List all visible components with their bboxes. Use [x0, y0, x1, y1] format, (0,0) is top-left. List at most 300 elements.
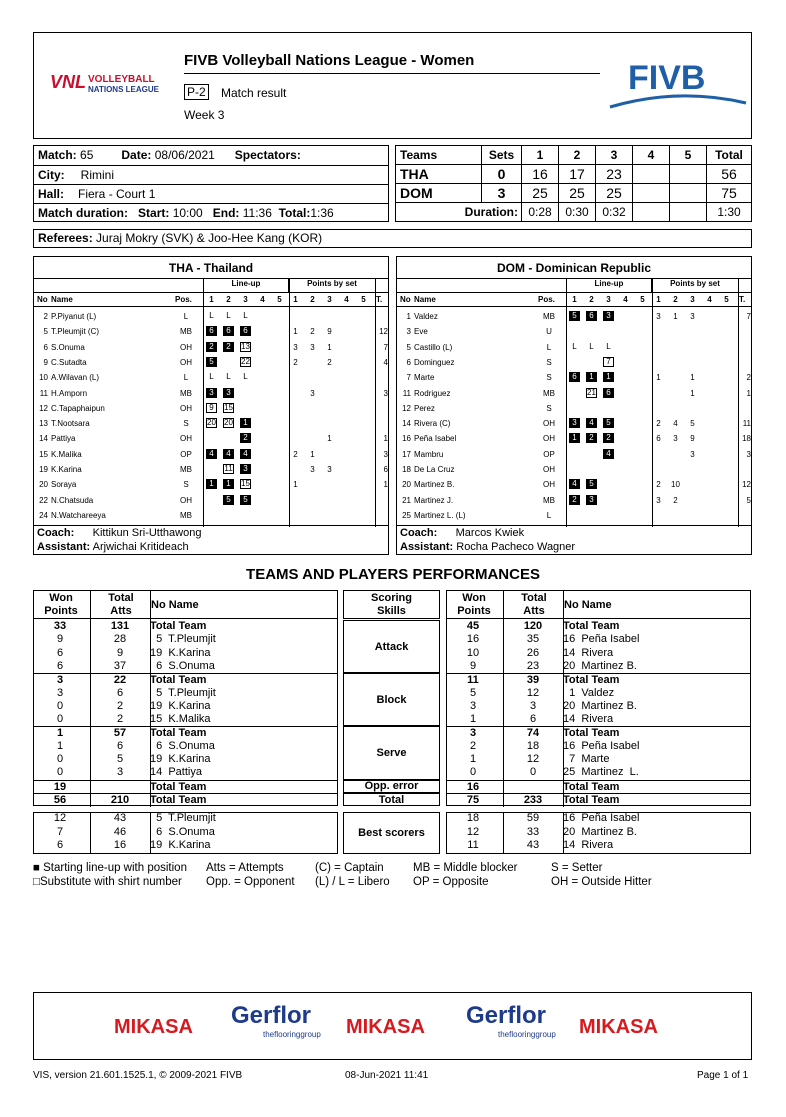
- won-value: 11: [467, 838, 479, 851]
- set-points: 6: [656, 434, 661, 444]
- atts-value: 43: [526, 838, 540, 851]
- hall: Fiera - Court 1: [78, 187, 156, 201]
- vnl-logo: [48, 68, 173, 104]
- player-number: 14: [39, 434, 48, 444]
- lineup-mark: 15: [241, 479, 250, 489]
- perf-frame: [446, 812, 751, 854]
- player-row: [397, 477, 751, 492]
- atts-value: 37: [113, 659, 127, 672]
- col-pos: Pos.: [175, 295, 192, 304]
- lineup-mark: L: [589, 341, 594, 351]
- player-position: OH: [180, 434, 192, 444]
- won-value: 6: [56, 646, 64, 659]
- vnl-logo-line2: NATIONS LEAGUE: [88, 85, 159, 94]
- player-value: 5 T.Pleumjit: [150, 686, 216, 699]
- set-points: 5: [690, 419, 695, 429]
- player-name: De La Cruz: [414, 465, 455, 474]
- player-position: MB: [180, 327, 192, 337]
- col-name: Name: [51, 295, 73, 304]
- player-name: T.Pleumjit (C): [51, 327, 100, 337]
- player-name: C.Tapaphaipun: [51, 403, 105, 413]
- player-value: 15 K.Malika: [150, 713, 211, 726]
- lineup-mark: 6: [240, 326, 251, 336]
- player-row: [34, 416, 388, 431]
- lineup-mark: 5: [586, 479, 597, 489]
- player-value: 14 Rivera: [563, 646, 614, 659]
- player-row: [34, 386, 388, 401]
- player-row: [397, 493, 751, 508]
- player-name: Martinez J.: [414, 495, 454, 505]
- lineup-mark: 9: [206, 403, 217, 413]
- player-number: 11: [39, 388, 48, 398]
- player-total: 5: [746, 495, 751, 505]
- player-position: MB: [543, 312, 555, 321]
- perf-vline: [503, 812, 504, 854]
- player-row: [34, 508, 388, 523]
- grid-line: [566, 279, 652, 293]
- lineup-mark: 6: [206, 326, 217, 336]
- match-info: Match: 65 Date: 08/06/2021 Spectators: City: Rimini Hall: Fiera - Court 1 Match duration: Start: 10:00 End: 11:36 Total:1:36: [33, 145, 389, 222]
- coach-name: Kittikun Sri-Utthawong: [92, 527, 202, 539]
- player-number: 17: [402, 449, 411, 459]
- referees: Referees: Juraj Mokry (SVK) & Joo-Hee Kang (KOR): [33, 229, 752, 248]
- roster-colheader: [397, 293, 751, 307]
- player-row: [397, 386, 751, 401]
- col-set-points: 2: [310, 295, 315, 304]
- lineup-mark: 4: [569, 479, 580, 489]
- legend-item: (C) = Captain: [315, 862, 384, 874]
- won-value: 3: [469, 727, 477, 740]
- set-points: 1: [690, 373, 695, 383]
- atts-value: 22: [113, 674, 127, 687]
- player-value: 1 Valdez: [563, 686, 615, 699]
- atts-value: 5: [116, 753, 124, 765]
- atts-value: 6: [529, 713, 537, 726]
- player-row: [34, 370, 388, 385]
- col-set-lineup: 3: [243, 295, 248, 304]
- lineup-mark: 22: [241, 356, 250, 366]
- player-row: [34, 324, 388, 339]
- coach-label: Coach:: [37, 527, 75, 539]
- lineup-mark: 1: [240, 418, 251, 428]
- lineup-mark: L: [243, 372, 248, 382]
- page-title: FIVB Volleyball Nations League - Women: [184, 52, 475, 69]
- player-total: 7: [746, 312, 751, 321]
- atts-value: 6: [116, 686, 124, 699]
- title-divider: [184, 73, 600, 74]
- lineup-mark: 1: [223, 479, 234, 489]
- col-set-lineup: 4: [623, 295, 628, 304]
- week-label: Week 3: [184, 108, 225, 122]
- won-value: 1: [469, 713, 477, 726]
- lineup-mark: 3: [223, 388, 234, 398]
- skill-label: Block: [343, 673, 440, 726]
- fivb-logo-text: FIVB: [628, 59, 706, 97]
- atts-value: 0: [529, 766, 537, 779]
- col-set-lineup: 2: [226, 295, 231, 304]
- set-points: 9: [327, 327, 332, 337]
- won-value: 12: [53, 812, 67, 825]
- col-pos: Pos.: [538, 295, 555, 304]
- atts-value: 26: [526, 646, 540, 659]
- player-position: OP: [543, 449, 555, 459]
- skill-label: Opp. error: [343, 780, 440, 793]
- won-value: 0: [56, 699, 64, 712]
- set-points: 2: [293, 449, 298, 459]
- assistant-label: Assistant:: [400, 541, 454, 553]
- player-row: [34, 493, 388, 508]
- player-number: 25: [402, 510, 411, 520]
- atts-header2: Atts: [523, 605, 545, 617]
- won-value: 1: [56, 727, 64, 740]
- player-row: [34, 462, 388, 477]
- player-row: [397, 508, 751, 523]
- lineup-mark: 3: [586, 495, 597, 505]
- player-number: 5: [43, 327, 48, 337]
- set-points: 1: [293, 480, 298, 490]
- lineup-mark: 1: [206, 479, 217, 489]
- assistant-label: Assistant:: [37, 541, 91, 553]
- atts-value: 74: [526, 727, 540, 740]
- name-header: No Name: [564, 599, 612, 611]
- player-number: 6: [406, 357, 411, 367]
- player-name: Perez: [414, 403, 435, 413]
- lineup-mark: 2: [603, 433, 614, 443]
- player-total: 18: [742, 434, 751, 444]
- player-value: 16 Peña Isabel: [563, 739, 640, 752]
- vnl-logo-line1: VOLLEYBALL: [88, 74, 155, 85]
- legend-item: Opp. = Opponent: [206, 876, 295, 888]
- lineup-mark: L: [226, 372, 231, 382]
- player-name: Castillo (L): [414, 342, 453, 352]
- player-value: Total Team: [150, 793, 207, 806]
- col-set-lineup: 1: [572, 295, 577, 304]
- won-value: 5: [469, 686, 477, 699]
- lineup-mark: 4: [206, 449, 217, 459]
- player-value: 20 Martinez B.: [563, 659, 637, 672]
- set-points: 3: [310, 465, 315, 474]
- perf-vline: [150, 590, 151, 807]
- perf-vline: [90, 812, 91, 854]
- player-name: Soraya: [51, 480, 77, 490]
- player-value: 20 Martinez B.: [563, 825, 637, 838]
- print-date: 08-Jun-2021 11:41: [345, 1070, 429, 1081]
- player-row: [34, 340, 388, 355]
- won-value: 1: [469, 753, 477, 765]
- player-position: MB: [543, 388, 555, 398]
- lineup-mark: 7: [603, 357, 614, 367]
- atts-value: 3: [529, 699, 537, 712]
- player-number: 14: [402, 419, 411, 429]
- coach-row: [397, 525, 751, 539]
- atts-header: Total: [108, 592, 134, 604]
- player-number: 20: [39, 480, 48, 490]
- fivb-logo: [608, 57, 748, 117]
- set-points: 10: [671, 480, 680, 490]
- player-name: Dominguez: [414, 357, 455, 367]
- player-row: [397, 355, 751, 370]
- lineup-mark: 6: [586, 311, 597, 321]
- skill-label: Best scorers: [343, 812, 440, 854]
- lineup-mark: L: [226, 311, 231, 320]
- player-name: Peña Isabel: [414, 434, 457, 444]
- atts-value: 59: [526, 812, 540, 825]
- player-number: 24: [39, 510, 48, 520]
- perf-header: [33, 590, 338, 619]
- set-points: 1: [656, 373, 661, 383]
- col-set-points: 2: [673, 295, 678, 304]
- player-number: 18: [402, 465, 411, 474]
- perf-vline: [150, 812, 151, 854]
- lineup-mark: 11: [224, 464, 233, 473]
- player-position: S: [546, 373, 552, 383]
- player-value: 7 Marte: [563, 753, 610, 765]
- player-number: 5: [406, 342, 411, 352]
- won-value: 1: [56, 739, 64, 752]
- lineup-mark: 6: [603, 388, 614, 398]
- lineup-mark: 3: [569, 418, 580, 428]
- lineup-header: Line-up: [594, 279, 624, 288]
- lineup-mark: 1: [569, 433, 580, 443]
- player-name: C.Sutadta: [51, 357, 87, 367]
- player-row: [397, 447, 751, 462]
- player-position: OH: [180, 495, 192, 505]
- lineup-mark: 4: [223, 449, 234, 459]
- match-number: 65: [80, 148, 94, 162]
- lineup-mark: 1: [603, 372, 614, 382]
- player-total: 2: [746, 373, 751, 383]
- doc-code: P-2: [184, 84, 209, 100]
- player-value: 6 S.Onuma: [150, 739, 215, 752]
- player-number: 3: [406, 327, 411, 337]
- player-name: Martinez L. (L): [414, 510, 466, 520]
- lineup-mark: 4: [240, 449, 251, 459]
- player-name: Mambru: [414, 449, 444, 459]
- player-position: MB: [543, 495, 555, 505]
- player-row: [397, 370, 751, 385]
- coach-name: Marcos Kwiek: [455, 527, 525, 539]
- atts-value: 46: [113, 825, 127, 838]
- player-position: OH: [180, 342, 192, 352]
- won-value: 56: [53, 793, 67, 806]
- perf-vline: [563, 812, 564, 854]
- atts-header2: Atts: [110, 605, 132, 617]
- player-row: [397, 416, 751, 431]
- doc-type: Match result: [221, 86, 287, 100]
- won-value: 2: [469, 739, 477, 752]
- set-points: 3: [656, 495, 661, 505]
- lineup-mark: 6: [223, 326, 234, 336]
- lineup-mark: L: [209, 311, 214, 320]
- sponsor-logos: [34, 993, 753, 1061]
- atts-value: 2: [116, 699, 124, 712]
- atts-value: 9: [116, 646, 124, 659]
- legend-item: (L) / L = Libero: [315, 876, 390, 888]
- player-position: S: [546, 403, 552, 413]
- col-set-points: 3: [690, 295, 695, 304]
- player-position: S: [546, 357, 552, 367]
- lineup-mark: 4: [586, 418, 597, 428]
- lineup-mark: 13: [241, 341, 250, 351]
- col-set-lineup: 3: [606, 295, 611, 304]
- player-row: [397, 462, 751, 477]
- set-points: 3: [293, 342, 298, 352]
- set-points: 1: [293, 327, 298, 337]
- won-value: 11: [467, 674, 479, 687]
- atts-value: 3: [116, 766, 124, 779]
- legend-item: OH = Outside Hitter: [551, 876, 652, 888]
- player-position: MB: [180, 510, 192, 520]
- won-header2: Points: [44, 605, 78, 617]
- set-points: 3: [690, 449, 695, 459]
- legend-item: □Substitute with shirt number: [33, 876, 182, 888]
- player-value: 5 T.Pleumjit: [150, 633, 216, 646]
- won-value: 9: [469, 659, 477, 672]
- player-name: S.Onuma: [51, 342, 85, 352]
- player-row: [397, 340, 751, 355]
- legend-item: Atts = Attempts: [206, 862, 284, 874]
- won-value: 6: [56, 659, 64, 672]
- set-points: 2: [293, 357, 298, 367]
- player-name: K.Karina: [51, 465, 82, 474]
- player-position: OH: [543, 465, 555, 474]
- won-value: 33: [53, 620, 67, 632]
- player-value: Total Team: [563, 727, 620, 740]
- lineup-header: Line-up: [231, 279, 261, 288]
- player-total: 3: [746, 449, 751, 459]
- player-name: T.Nootsara: [51, 419, 90, 429]
- player-value: 14 Rivera: [563, 838, 614, 851]
- player-number: 15: [39, 449, 48, 459]
- lineup-mark: 20: [224, 418, 233, 428]
- player-value: 19 K.Karina: [150, 699, 211, 712]
- atts-value: 12: [526, 753, 540, 765]
- won-value: 3: [56, 686, 64, 699]
- player-total: 1: [383, 434, 388, 444]
- player-name: N.Watchareeya: [51, 510, 106, 520]
- points-header: Points by set: [670, 279, 720, 288]
- player-position: U: [546, 327, 552, 337]
- won-value: 7: [56, 825, 64, 838]
- player-row: [397, 309, 751, 324]
- player-name: Eve: [414, 327, 428, 337]
- player-position: OH: [180, 403, 192, 413]
- lineup-mark: 3: [240, 464, 251, 474]
- player-name: Rodriguez: [414, 388, 451, 398]
- perf-vline: [503, 590, 504, 807]
- set-points: 1: [673, 312, 678, 321]
- player-position: L: [183, 373, 189, 383]
- player-value: Total Team: [563, 674, 620, 687]
- col-set-points: 1: [656, 295, 661, 304]
- player-position: MB: [180, 388, 192, 398]
- atts-value: 43: [113, 812, 127, 825]
- player-number: 12: [39, 403, 48, 413]
- skill-label: Attack: [343, 620, 440, 673]
- lineup-mark: 2: [223, 342, 234, 352]
- lineup-mark: 5: [240, 495, 251, 505]
- grid-line: [203, 279, 289, 293]
- won-value: 9: [56, 633, 64, 646]
- col-set-lineup: 1: [209, 295, 214, 304]
- assistant-name: Rocha Pacheco Wagner: [456, 541, 576, 553]
- player-total: 6: [383, 465, 388, 474]
- perf-frame: [446, 619, 751, 806]
- lineup-mark: 5: [206, 357, 217, 367]
- skill-label: Serve: [343, 726, 440, 779]
- player-name: Pattiya: [51, 434, 76, 444]
- player-number: 9: [43, 357, 48, 367]
- player-name: H.Amporn: [51, 388, 88, 398]
- mikasa-logo: MIKASA: [346, 1016, 425, 1038]
- won-value: 16: [466, 780, 480, 793]
- player-position: MB: [180, 465, 192, 474]
- col-set-lineup: 2: [589, 295, 594, 304]
- player-total: 11: [742, 419, 751, 429]
- won-value: 0: [56, 766, 64, 779]
- player-total: 12: [742, 480, 751, 490]
- lineup-mark: 21: [587, 387, 596, 397]
- player-value: 19 K.Karina: [150, 838, 211, 851]
- lineup-mark: L: [606, 341, 611, 351]
- player-total: 1: [746, 388, 751, 398]
- score-table: Teams Sets 1 2 3 4 5 Total THA 0 16 17 23 56 DOM 3 25 25 25 75 Duration: 0:28 0:30 0:32 1:30: [395, 145, 752, 222]
- won-value: 3: [56, 674, 64, 687]
- away-team-title: DOM - Dominican Republic: [397, 257, 751, 279]
- player-value: 19 K.Karina: [150, 646, 211, 659]
- player-total: 3: [383, 388, 388, 398]
- gerflor-logo: Gerflor: [466, 1002, 547, 1029]
- set-points: 3: [310, 342, 315, 352]
- won-header: Won: [49, 592, 73, 604]
- player-number: 2: [43, 312, 48, 321]
- lineup-mark: 2: [240, 433, 251, 443]
- atts-value: 233: [523, 793, 543, 806]
- won-value: 0: [56, 713, 64, 726]
- player-number: 20: [402, 480, 411, 490]
- lineup-mark: L: [243, 311, 248, 320]
- roster-colheader: [34, 293, 388, 307]
- atts-value: 18: [526, 739, 540, 752]
- lineup-mark: L: [572, 341, 577, 351]
- won-value: 6: [56, 838, 64, 851]
- won-value: 75: [466, 793, 480, 806]
- player-position: L: [183, 312, 189, 321]
- player-number: 11: [402, 388, 411, 398]
- sponsor-box: [33, 992, 752, 1060]
- performance-title: TEAMS AND PLAYERS PERFORMANCES: [246, 566, 540, 583]
- player-position: OH: [543, 434, 555, 444]
- atts-value: 16: [113, 838, 127, 851]
- won-value: 0: [56, 753, 64, 765]
- col-set-lineup: 5: [640, 295, 645, 304]
- version-info: VIS, version 21.601.1525.1, © 2009-2021 FIVB: [33, 1070, 243, 1081]
- col-set-lineup: 5: [277, 295, 282, 304]
- atts-value: 33: [526, 825, 540, 838]
- player-value: Total Team: [563, 780, 620, 793]
- player-number: 22: [39, 495, 48, 505]
- set-points: 1: [690, 388, 695, 398]
- home-team-title: THA - Thailand: [34, 257, 388, 279]
- player-row: [34, 309, 388, 324]
- col-total: T.: [376, 295, 383, 304]
- player-row: [34, 447, 388, 462]
- player-name: Valdez: [414, 312, 438, 321]
- lineup-mark: 5: [569, 311, 580, 321]
- player-position: OH: [543, 480, 555, 490]
- perf-frame: [33, 812, 338, 854]
- player-number: 7: [406, 373, 411, 383]
